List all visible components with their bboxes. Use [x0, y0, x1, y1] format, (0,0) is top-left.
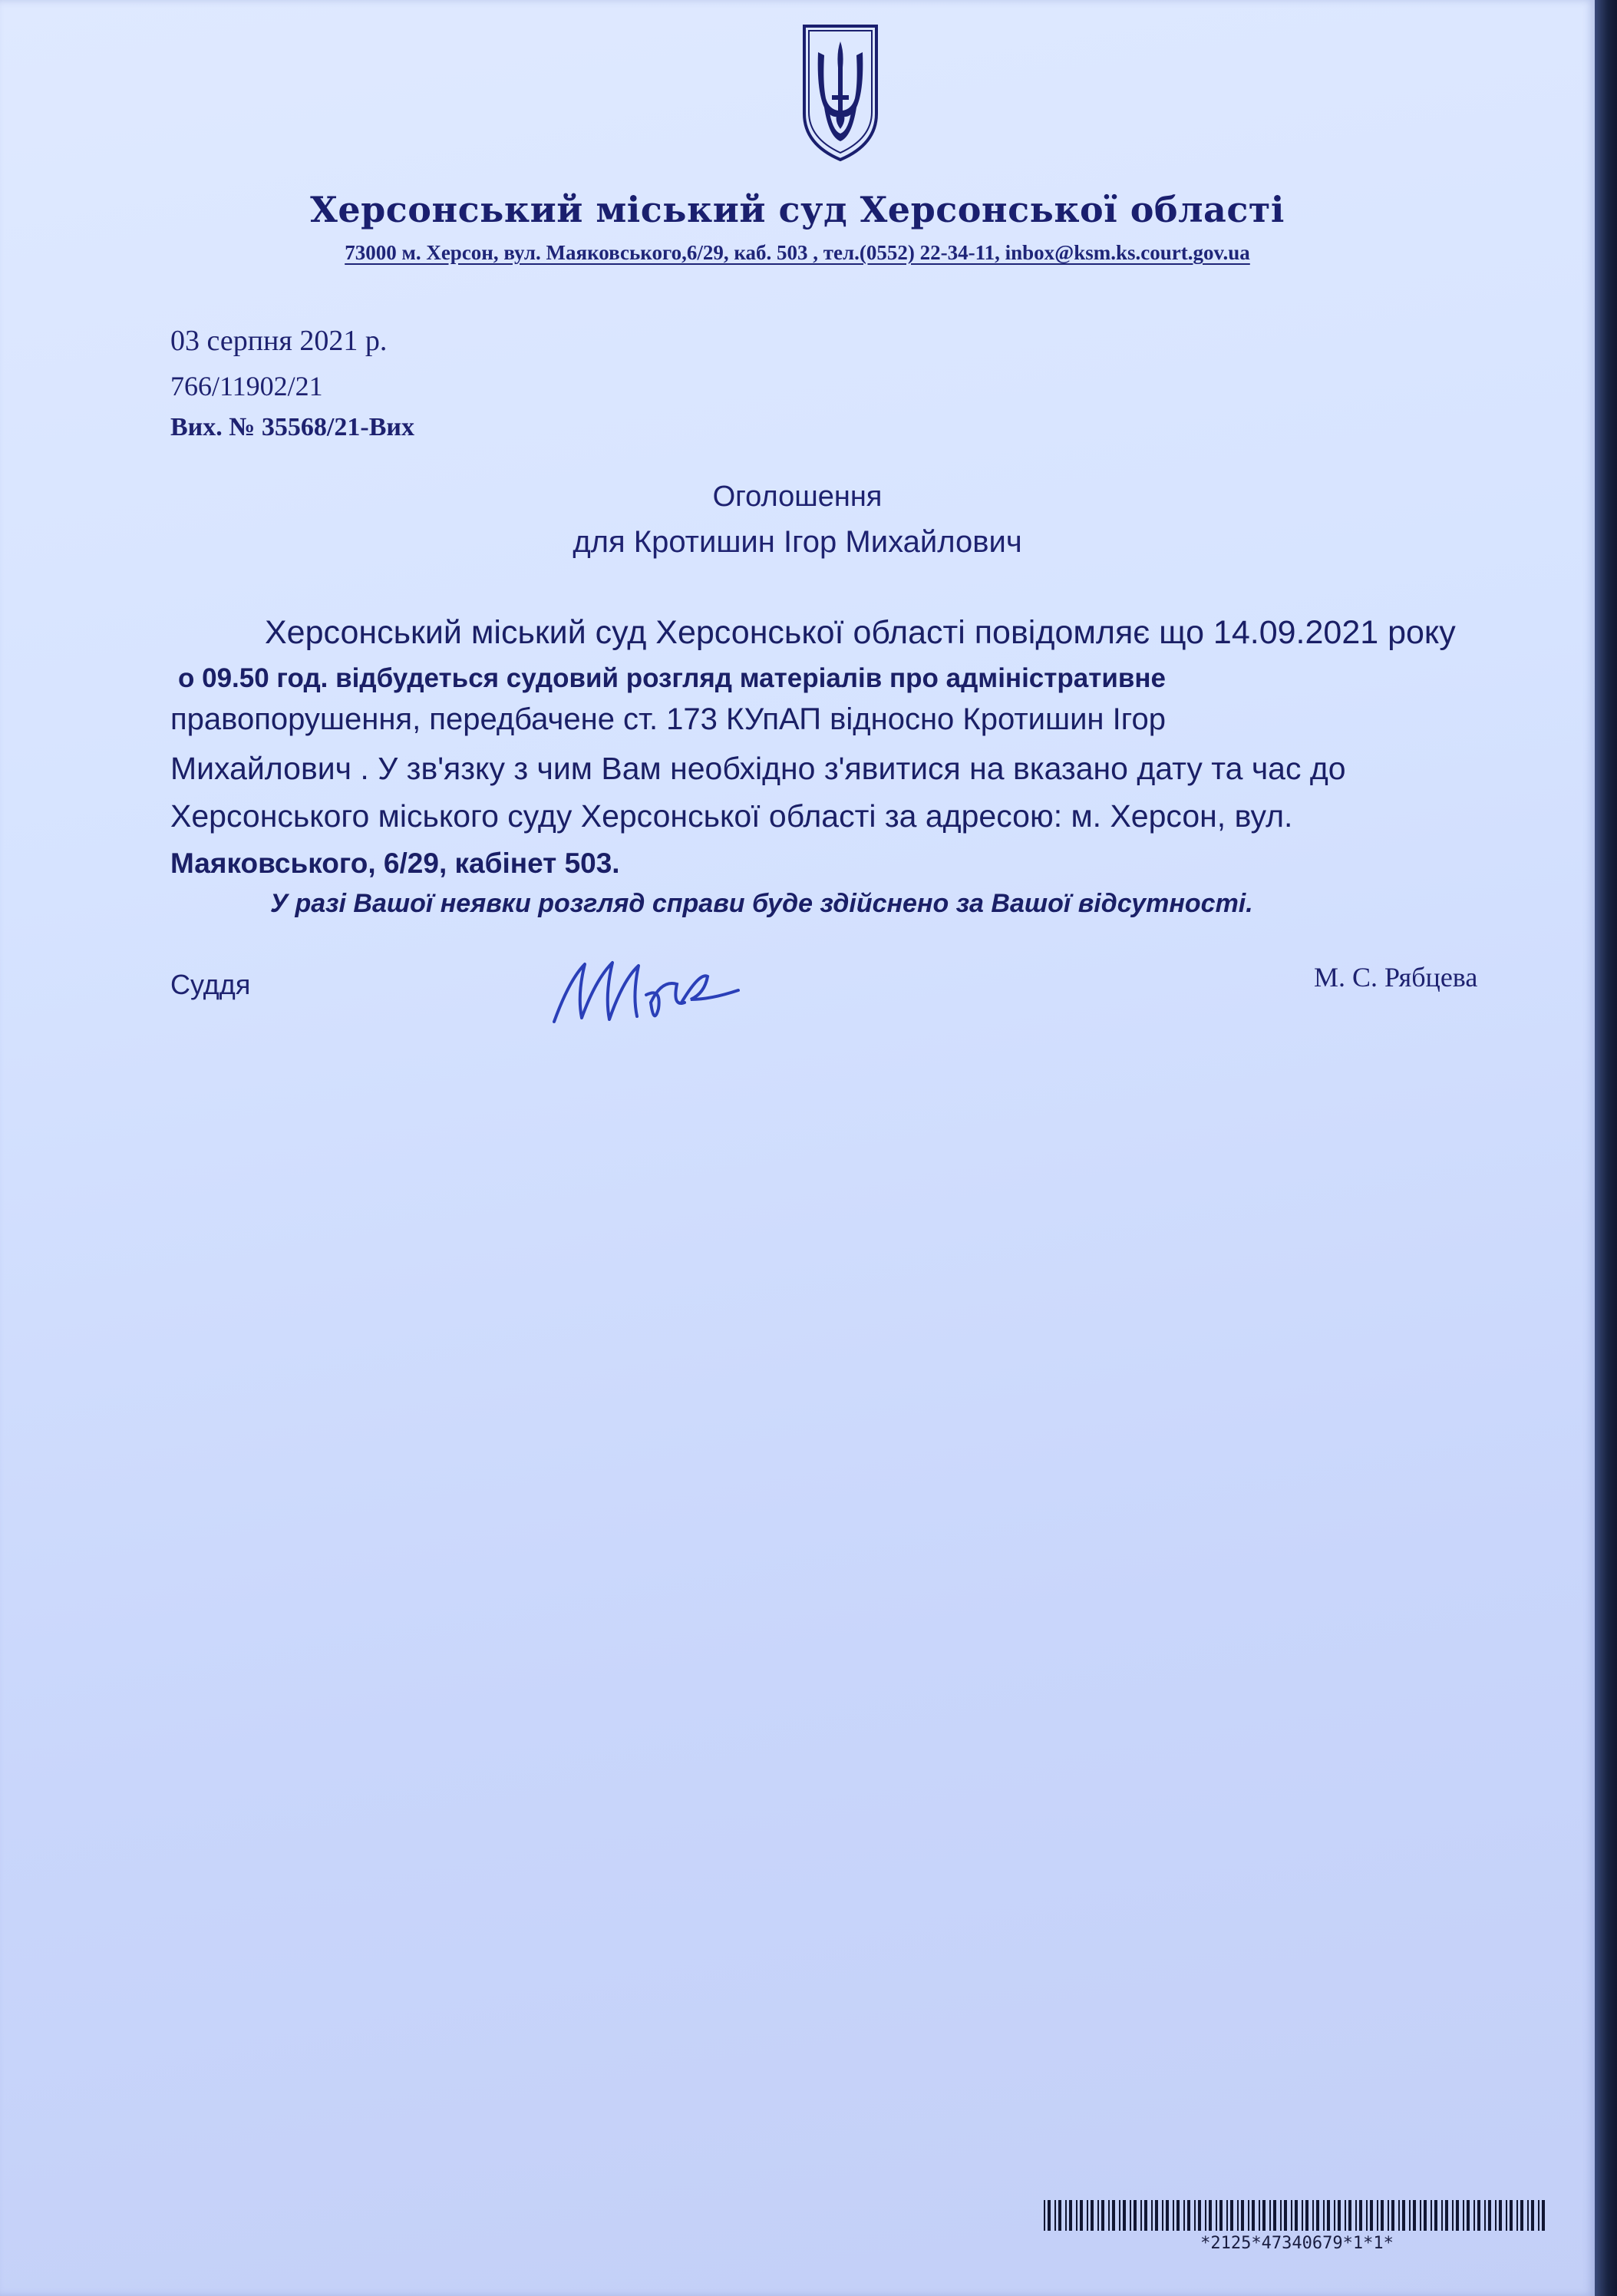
notice-title: Оголошення [712, 481, 883, 513]
body-line: Херсонського міського суду Херсонської області за адресою: м. Херсон, вул. [170, 798, 1293, 834]
body-line: Херсонський міський суд Херсонської області повідомляє що 14.09.2021 року [265, 614, 1456, 651]
paper-edge-shadow [1595, 0, 1617, 2296]
outgoing-number: Вих. № 35568/21-Вих [170, 413, 414, 441]
body-line: Маяковського, 6/29, кабінет 503. [170, 847, 620, 879]
body-line: правопорушення, передбачене ст. 173 КУпАП відносно Кротишин Ігор [170, 702, 1166, 736]
judge-name: М. С. Рябцева [1314, 962, 1478, 993]
case-number: 766/11902/21 [170, 371, 323, 401]
body-line: Михайлович . У зв'язку з чим Вам необхідно з'явитися на вказано дату та час до [170, 751, 1346, 786]
court-name: Херсонський міський суд Херсонської області [310, 189, 1285, 230]
barcode [1044, 2200, 1550, 2231]
body-line: о 09.50 год. відбудеться судовий розгляд матеріалів про адміністративне [178, 663, 1167, 693]
barcode-text: *2125*47340679*1*1* [1200, 2234, 1394, 2253]
court-address: 73000 м. Херсон, вул. Маяковського,6/29, каб. 503 , тел.(0552) 22-34-11, inbox@ksm.ks.court.gov.ua [345, 241, 1250, 264]
absence-warning: У разі Вашої неявки розгляд справи буде здійснено за Вашої відсутності. [270, 889, 1253, 918]
handwritten-signature [546, 949, 746, 1033]
notice-addressee: для Кротишин Ігор Михайлович [573, 525, 1022, 559]
document-date: 03 серпня 2021 р. [170, 325, 388, 357]
trident-icon [798, 21, 883, 164]
judge-role: Суддя [170, 969, 251, 1000]
